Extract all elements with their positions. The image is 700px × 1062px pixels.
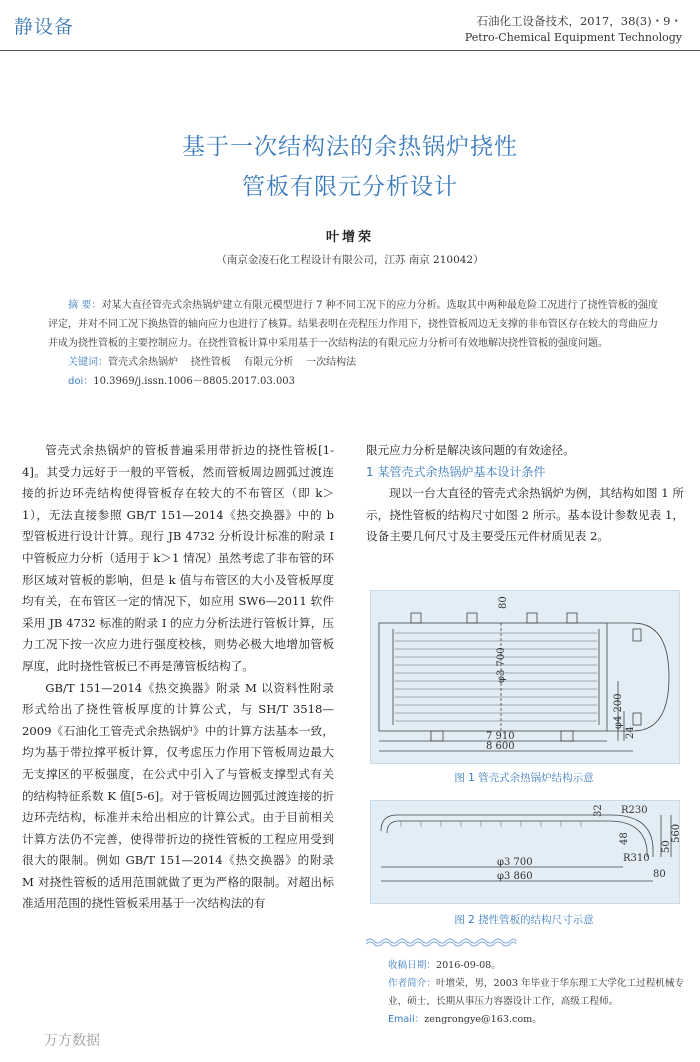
body-paragraph-2: GB/T 151—2014《热交换器》附录 M 以资料性附录形式给出了挠性管板厚度的计算公式，与 SH/T 3518—2009《石油化工管壳式余热锅炉》中的计算方法基本一致，均为基于带拉撑平板计算，仅考虑压力作用下管板周边最大无支撑区的平板强度，在公式中引入了与管板支撑型式有关的结构特征系数 K 值[5-6]。对于管板周边圆弧过渡连接的折边环壳结构，标准并未给出相应的计算公式。由于目前相关计算方法仍不完善，使得带折边的挠性管板的工程应用受到很大的限制。例如 GB/T 151—2014《热交换器》的附录 M 对挠性管板的适用范围就做了更为严格的限制。对超出标准适用范围的挠性管板采用基于一次结构法的有 [22, 680, 334, 911]
email-value: zengrongye@163.com。 [424, 1014, 542, 1025]
paper-title-line-2: 管板有限元分析设计 [242, 174, 458, 200]
fig2-dim-560: 560 [671, 823, 682, 843]
fig2-dim-r310: R310 [623, 853, 650, 864]
received-label: 收稿日期： [388, 960, 436, 971]
right-column [366, 440, 684, 548]
fig2-dim-32: 32 [593, 804, 604, 817]
keywords-label: 关键词： [68, 357, 108, 368]
footnote-wave-rule [366, 936, 516, 946]
figure-2 [370, 800, 680, 904]
doi-text: 10.3969/j.issn.1006－8805.2017.03.003 [93, 376, 296, 387]
abstract-text: 对某大直径管壳式余热锅炉建立有限元模型进行 7 种不同工况下的应力分析。选取其中两种最危险工况进行了挠性管板的强度评定，并对不同工况下换热管的轴向应力也进行了核算。结果表明在壳程压力作用下，挠性管板周边无支撑的非布管区存在较大的弯曲应力并成为挠性管板的主要控制应力。在挠性管板计算中采用基于一次结构法的有限元应力分析可有效地解决挠性管板的强度问题。 [48, 300, 658, 349]
abstract-label: 摘 要： [68, 300, 102, 311]
fig2-dim-d3860: φ3 860 [497, 871, 533, 882]
figure-2-caption: 图 2 挠性管板的结构尺寸示意 [454, 914, 594, 926]
boiler-shell [379, 623, 607, 731]
left-column [22, 440, 334, 915]
fig1-dim-24: 24 [625, 726, 636, 739]
fig1-dim-8600: 8 600 [486, 741, 515, 752]
figure-1-caption: 图 1 管壳式余热锅炉结构示意 [454, 772, 594, 784]
watermark: 万方数据 [44, 1033, 100, 1049]
paper-title-line-1: 基于一次结构法的余热锅炉挠性 [182, 134, 518, 160]
author-email [388, 1011, 688, 1029]
fig2-dim-48: 48 [619, 832, 630, 845]
bio-text: 叶增荣，男，2003 年毕业于华东理工大学化工过程机械专业，硕士，长期从事压力容器设计工作，高级工程师。 [388, 978, 685, 1007]
tubesheet-inner [387, 821, 647, 857]
abstract-block [48, 296, 658, 391]
doi-label: doi： [68, 376, 94, 387]
abstract [48, 296, 658, 353]
journal-english-name: Petro-Chemical Equipment Technology [464, 31, 682, 44]
figure-1-drawing [371, 591, 679, 763]
fig2-dim-50: 50 [661, 840, 672, 853]
header-rule [0, 50, 700, 51]
doi [48, 372, 658, 391]
article-metadata [388, 957, 688, 1029]
fig2-dim-80: 80 [653, 869, 666, 880]
fig1-dim-d3700: φ3 700 [496, 647, 507, 683]
fig1-dim-7910: 7 910 [486, 731, 515, 742]
fig2-dim-d3700: φ3 700 [497, 857, 533, 868]
body-paragraph-4: 现以一台大直径的管壳式余热锅炉为例，其结构如图 1 所示，挠性管板的结构尺寸如图 2 所示。基本设计参数见表 1，设备主要几何尺寸及主要受压元件材质见表 2。 [366, 486, 684, 544]
author-bio [388, 975, 688, 1011]
bio-label: 作者简介： [388, 978, 436, 989]
fig1-dim-d4200: φ4 200 [613, 693, 624, 729]
section-tag: 静设备 [14, 16, 75, 38]
author: 叶增荣 [325, 230, 374, 245]
body-paragraph-1: 管壳式余热锅炉的管板普遍采用带折边的挠性管板[1-4]。其受力远好于一般的平管板，然而管板周边圆弧过渡连接的折边环壳结构使得管板存在较大的不布管区（即 k＞1），无法直接参照 GB/T 151—2014《热交换器》中的 b 型管板进行设计计算。现行 JB 4732 分析设计标准的附录 I 中管板应力分析（适用于 k＞1 情况）虽然考虑了非布管的环形区域对管板的影响，但是 k 值与布管区的大小及管板厚度均有关，在布管区一定的情况下，如应用 SW6—2011 软件采用 JB 4732 标准的附录 I 的应力分析法进行管板计算，压力工况下按一次应力进行强度校核，则势必极大地增加管板厚度，此时挠性管板已不再是薄管板结构了。 [22, 443, 334, 673]
body-paragraph-3: 限元应力分析是解决该问题的有效途径。 [366, 443, 575, 457]
email-label: Email： [388, 1014, 425, 1025]
keywords-text: 管壳式余热锅炉 挠性管板 有限元分析 一次结构法 [108, 357, 357, 368]
fig1-dim-80: 80 [498, 596, 509, 609]
journal-info: 石油化工设备技术，2017，38(3)・9・ [476, 14, 682, 28]
keywords [48, 353, 658, 372]
figure-1 [370, 590, 680, 764]
received-date [388, 957, 688, 975]
figure-2-drawing [371, 801, 682, 903]
fig2-dim-r230: R230 [621, 805, 648, 816]
received-value: 2016-09-08。 [435, 960, 501, 971]
affiliation: （南京金凌石化工程设计有限公司，江苏 南京 210042） [216, 254, 484, 266]
section-heading-1: 1 某管壳式余热锅炉基本设计条件 [366, 464, 546, 479]
